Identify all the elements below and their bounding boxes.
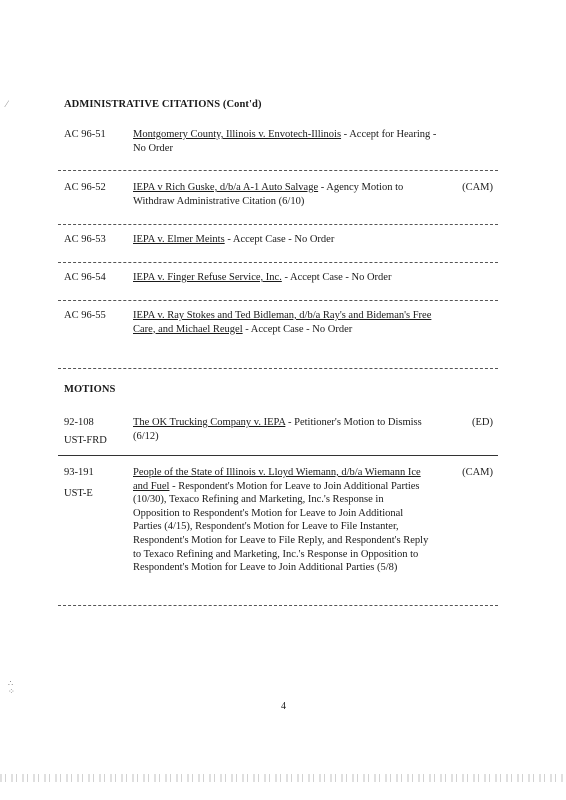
scan-speck: ⁄	[6, 99, 8, 109]
case-tag: (CAM)	[462, 182, 493, 193]
case-action: - Accept Case - No Order	[281, 272, 392, 283]
case-description	[133, 309, 443, 336]
case-tag: (ED)	[472, 417, 493, 428]
case-number: AC 96-54	[64, 272, 106, 283]
case-title: The OK Trucking Company v. IEPA	[133, 417, 286, 428]
page-number: 4	[281, 701, 286, 712]
case-action: - Accept for Hearing - No Order	[133, 129, 437, 154]
case-description	[133, 181, 443, 208]
case-action: - Petitioner's Motion to Dismiss (6/12)	[133, 417, 422, 442]
divider	[58, 455, 498, 456]
case-action: - Accept Case - No Order	[224, 234, 335, 245]
case-subtype: UST-FRD	[64, 435, 107, 446]
case-title: People of the State of Illinois v. Lloyd Wiemann, d/b/a Wiemann Ice and Fuel	[133, 467, 421, 492]
case-action: - Agency Motion to Withdraw Administrative Citation (6/10)	[133, 182, 404, 207]
case-title: IEPA v. Ray Stokes and Ted Bidleman, d/b/a Ray's and Bideman's Free Care, and Michael Reugel	[133, 310, 432, 335]
case-number: AC 96-55	[64, 310, 106, 321]
case-number: AC 96-53	[64, 234, 106, 245]
case-tag: (CAM)	[462, 467, 493, 478]
case-number: 93-191	[64, 467, 94, 478]
case-description	[133, 466, 431, 575]
divider	[58, 224, 498, 225]
case-title: IEPA v. Finger Refuse Service, Inc.	[133, 272, 282, 283]
divider	[58, 368, 498, 369]
case-description	[133, 128, 443, 155]
section-heading-administrative-citations: ADMINISTRATIVE CITATIONS (Cont'd)	[64, 99, 262, 110]
case-number: AC 96-52	[64, 182, 106, 193]
divider	[58, 300, 498, 301]
case-subtype: UST-E	[64, 488, 93, 499]
case-action: - Respondent's Motion for Leave to Join Additional Parties (10/30), Texaco Refining and Marketing, Inc.'s Response in Opposition to Respondent's Motion for Leave to Join Additional Parties (4/15), Respondent's Motion for Leave to File Instanter, Respondent's Motion for Leave to File Reply, and Respondent's Reply to Texaco Refining and Marketing, Inc.'s Response in Opposition to Respondent's Motion for Leave to Join Additional Parties (5/8)	[133, 480, 429, 574]
divider	[58, 262, 498, 263]
case-description	[133, 233, 443, 247]
case-number: AC 96-51	[64, 129, 106, 140]
case-title: Montgomery County, Illinois v. Envotech-Illinois	[133, 129, 342, 140]
case-title: IEPA v. Elmer Meints	[133, 234, 225, 245]
case-title: IEPA v Rich Guske, d/b/a A-1 Auto Salvage	[133, 182, 319, 193]
section-heading-motions: MOTIONS	[64, 384, 116, 395]
case-description	[133, 416, 443, 443]
divider	[58, 170, 498, 171]
divider	[58, 605, 498, 606]
case-number: 92-108	[64, 417, 94, 428]
case-description	[133, 271, 443, 285]
scan-artifact	[0, 774, 566, 782]
scan-speck: ∴ ⁘	[8, 679, 15, 696]
case-action: - Accept Case - No Order	[242, 323, 353, 335]
